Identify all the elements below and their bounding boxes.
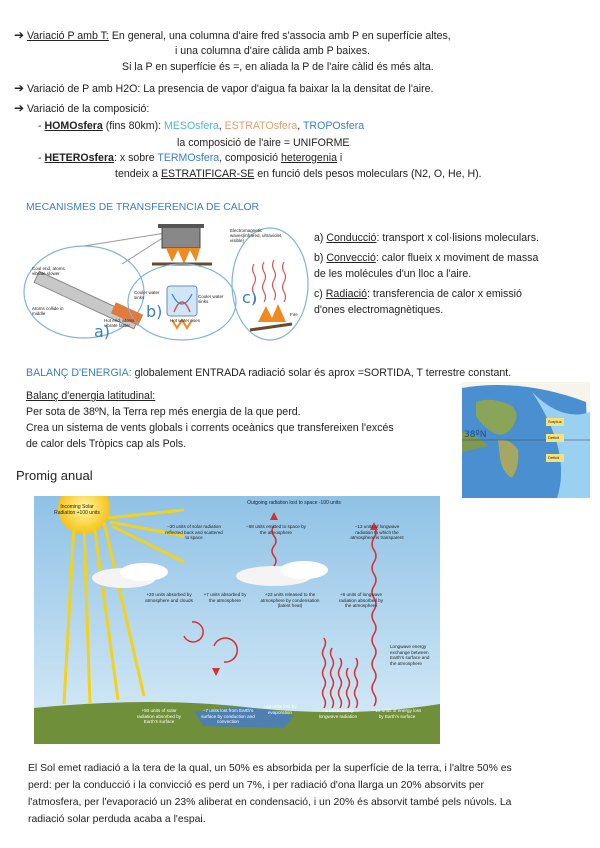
longwave-exchange-label: Longwave energy exchange between Earth's surface and the atmosphere	[390, 644, 430, 666]
term-pressure-h2o: Variació de P amb H2O:	[27, 83, 141, 95]
item-radiation	[314, 288, 522, 300]
hot-water-label: Hot water rises	[170, 318, 201, 323]
bottom-3: −23 units lost by evaporation	[263, 704, 297, 715]
incoming-radiation-label: Incoming Solar Radiation +100 units	[54, 504, 100, 516]
term-conduction: Conducció	[326, 232, 377, 244]
section-heat-transfer-title: MECANISMES DE TRANSFERENCIA DE CALOR	[26, 202, 260, 213]
energy-balance-title: BALANÇ D'ENERGIA:	[26, 367, 132, 379]
dash: -	[38, 152, 45, 164]
line-homosfera	[38, 120, 364, 132]
item-marker: a)	[314, 232, 327, 244]
line-heterosfera	[38, 152, 342, 164]
summary-paragraph	[28, 760, 574, 828]
term-heterosfera: HETEROsfera	[44, 152, 114, 164]
line-pressure-temp	[14, 28, 451, 42]
summary-line-1: El Sol emet radiació a la tera de la qual, un 50% es absorbida per la superfície de la terra, i l'altre 50% es	[28, 763, 512, 774]
middle-2: +7 units absorbed by the atmosphere	[203, 592, 247, 603]
map-38n-label: 38ºN	[464, 430, 487, 440]
cooler-water-label-2: Cooler water sinks	[198, 294, 224, 304]
dash: -	[38, 120, 45, 132]
term-termosfera: TERMOsfera	[157, 152, 220, 164]
item-convection-cont: de les molécules d'un lloc a l'aire.	[314, 268, 472, 280]
outgoing-3: −12 units of longwave radiation to which the atmosphere is transparent	[350, 524, 404, 540]
line-text: La presencia de vapor d'aigua fa baixar la la densitat de l'aire.	[140, 83, 434, 95]
line-text: (fins 80km):	[102, 120, 164, 132]
term-composition: Variació de la composició:	[27, 103, 150, 115]
middle-1: +20 units absorbed by atmosphere and clouds	[145, 592, 193, 603]
term-troposfera: TROPOsfera	[302, 120, 365, 132]
map-label-surplus: Surplus	[548, 419, 562, 424]
bottom-5: −14 units of energy loss by Earth's surface	[372, 708, 422, 719]
bottom-4: −6 units lost by longwave radiation	[318, 708, 358, 719]
latitudinal-map	[462, 382, 590, 498]
cool-end-label: Cool end, atoms vibrate slower	[32, 266, 65, 276]
term-estratificar: ESTRATIFICAR-SE	[160, 168, 255, 180]
line-surface-equal: Si la P en superfície és =, en aliada la P de l'aire càlid és més alta.	[122, 61, 434, 73]
item-text: : transferencia de calor x emissió	[367, 288, 522, 300]
term-pressure-temp: Variació P amb T:	[27, 30, 109, 42]
line-warm-column: i una columna d'aire càlida amb P baixes.	[175, 45, 370, 57]
term-radiation: Radiació	[325, 288, 368, 300]
cooler-water-label-1: Cooler water sinks	[134, 290, 160, 300]
term-estratosfera: ESTRATOsfera	[224, 120, 298, 132]
item-convection	[314, 252, 538, 264]
energy-balance-line	[26, 367, 511, 379]
line-uniform: la composició de l'aire = UNIFORME	[177, 137, 350, 149]
annual-average-title: Promig anual	[16, 468, 93, 483]
item-text: : calor flueix x moviment de massa	[375, 252, 539, 264]
line-text: i	[336, 152, 343, 164]
latitudinal-p3: de calor dels Tròpics cap als Pols.	[26, 438, 187, 450]
comma: ,	[218, 120, 225, 132]
summary-line-3: l'atmosfera, per l'evaporació un 23% aliberat en condensació, i un 20% és absorvit també pels núvols. La	[28, 797, 512, 808]
arrow-icon: ➔	[14, 101, 25, 115]
outgoing-radiation-label: Outgoing radiation lost to space -100 units	[247, 500, 341, 506]
item-text: : transport x col·lisions moleculars.	[376, 232, 539, 244]
middle-3: +23 units released to the atmosphere by condensation (latent heat)	[260, 592, 320, 608]
arrow-icon: ➔	[14, 28, 25, 42]
item-marker: c)	[314, 288, 326, 300]
line-text: tendeix a	[115, 168, 161, 180]
line-text: , composició	[219, 152, 281, 164]
latitudinal-p1: Per sota de 38ºN, la Terra rep més energia de la que perd.	[26, 406, 301, 418]
summary-line-2: perd: per la conducció i la convicció es perd un 7%, i per radiació d'ona llarga un 20% absorvits per	[28, 780, 484, 791]
handwritten-b: b)	[146, 302, 163, 321]
handwritten-a: a)	[94, 322, 111, 341]
map-label-deficit-2: Deficit	[548, 455, 560, 460]
item-marker: b)	[314, 252, 327, 264]
outgoing-2: −58 units emitted to space by the atmosphere	[246, 524, 306, 535]
term-heterogenia: heterogenia	[281, 152, 337, 164]
energy-budget-diagram	[34, 496, 440, 744]
line-composition	[14, 101, 149, 115]
item-conduction	[314, 232, 539, 244]
latitudinal-p2: Crea un sistema de vents globals i corrents oceànics que transfereixen l'excés	[26, 422, 394, 434]
item-radiation-cont: d'ones electromagnètiques.	[314, 304, 444, 316]
term-convection: Convecció	[326, 252, 376, 264]
line-text: En general, una columna d'aire fred s'associa amb P en superfície altes,	[108, 30, 451, 42]
term-homosfera: HOMOsfera	[44, 120, 103, 132]
heat-transfer-figure	[22, 214, 312, 342]
bottom-2: −7 units lost from Earth's surface by conduction and convection	[201, 708, 255, 724]
arrow-icon: ➔	[14, 81, 25, 95]
map-label-deficit-1: Deficit	[548, 435, 560, 440]
hot-end-label: Hot end, atoms vibrate faster	[104, 318, 135, 328]
comma: ,	[297, 120, 303, 132]
term-mesosfera: MESOsfera	[164, 120, 219, 132]
atoms-middle-label: Atoms collide in middle	[32, 306, 64, 316]
outgoing-1: −30 units of solar radiation reflected back and scattered to space	[165, 524, 223, 540]
handwritten-c: c)	[242, 288, 258, 307]
line-text: en funció dels pesos moleculars (N2, O, He, H).	[254, 168, 482, 180]
bottom-1: +50 units of solar radiation absorbed by Earth's surface	[136, 708, 182, 724]
line-pressure-h2o	[14, 81, 434, 95]
latitudinal-subtitle: Balanç d'energia latitudinal:	[26, 390, 156, 402]
middle-4: +6 units of longwave radiation absorbed by the atmosphere	[338, 592, 384, 608]
em-waves-label: Electromagnetic waves(infrared, ultraviolet, visible)	[230, 228, 283, 243]
energy-balance-text: globalement ENTRADA radiació solar és aprox =SORTIDA, T terrestre constant.	[131, 367, 512, 379]
line-text: : x sobre	[113, 152, 158, 164]
line-stratify	[115, 168, 482, 180]
summary-line-4: radiació solar perduda acaba a l'espai.	[28, 814, 206, 825]
fire-label: Fire	[290, 312, 298, 317]
